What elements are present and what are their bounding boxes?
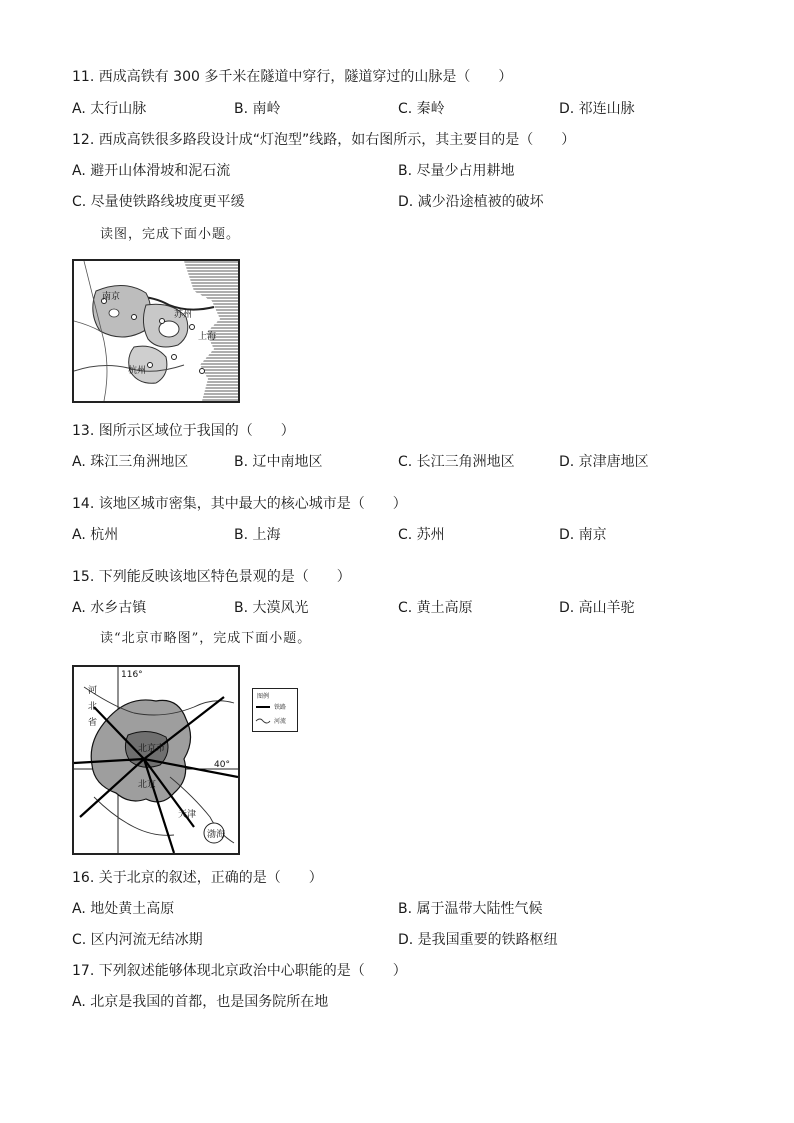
q14-option-c[interactable]: C. 苏州: [398, 527, 445, 543]
q13-option-d[interactable]: D. 京津唐地区: [559, 454, 649, 470]
q11-option-c[interactable]: C. 秦岭: [398, 101, 445, 117]
legend-river-symbol: [256, 719, 270, 723]
label-hebei-1: 河: [88, 686, 98, 696]
label-tianjin: 天津: [178, 810, 197, 820]
q15-option-a[interactable]: A. 水乡古镇: [72, 600, 147, 616]
q17-option-a[interactable]: A. 北京是我国的首都，也是国务院所在地: [72, 994, 329, 1010]
q11-option-d[interactable]: D. 祁连山脉: [559, 101, 635, 117]
q15-option-b[interactable]: B. 大漠风光: [234, 600, 309, 616]
question-14-stem: 14. 该地区城市密集，其中最大的核心城市是（ ）: [72, 496, 407, 512]
q12-option-c[interactable]: C. 尽量使铁路线坡度更平缓: [72, 194, 245, 210]
q12-option-d[interactable]: D. 减少沿途植被的破坏: [398, 194, 544, 210]
q12-option-a[interactable]: A. 避开山体滑坡和泥石流: [72, 163, 231, 179]
q16-option-b[interactable]: B. 属于温带大陆性气候: [398, 901, 543, 917]
beijing-sketch-map: [72, 665, 240, 855]
question-12-stem: 12. 西成高铁很多路段设计成“灯泡型”线路，如右图所示，其主要目的是（ ）: [72, 132, 576, 148]
legend-title: 图例: [257, 693, 270, 700]
question-13-stem: 13. 图所示区域位于我国的（ ）: [72, 423, 295, 439]
q14-option-a[interactable]: A. 杭州: [72, 527, 119, 543]
question-17-stem: 17. 下列叙述能够体现北京政治中心职能的是（ ）: [72, 963, 407, 979]
label-nanjing: 南京: [102, 292, 121, 302]
q16-option-d[interactable]: D. 是我国重要的铁路枢纽: [398, 932, 558, 948]
label-hangzhou: 杭州: [128, 366, 147, 376]
q13-option-a[interactable]: A. 珠江三角洲地区: [72, 454, 189, 470]
label-beijing: 北京: [138, 780, 157, 790]
question-16-stem: 16. 关于北京的叙述，正确的是（ ）: [72, 870, 323, 886]
q11-option-b[interactable]: B. 南岭: [234, 101, 281, 117]
label-hebei-3: 省: [88, 718, 98, 728]
reading-note-2: 读“北京市略图”，完成下面小题。: [100, 631, 312, 646]
question-15-stem: 15. 下列能反映该地区特色景观的是（ ）: [72, 569, 351, 585]
q14-option-b[interactable]: B. 上海: [234, 527, 281, 543]
q16-option-c[interactable]: C. 区内河流无结冰期: [72, 932, 203, 948]
q13-option-b[interactable]: B. 辽中南地区: [234, 454, 323, 470]
label-beijing-municipality: 北京市: [138, 744, 166, 754]
q14-option-d[interactable]: D. 南京: [559, 527, 607, 543]
longitude-label: 116°: [121, 670, 143, 680]
q15-option-d[interactable]: D. 高山羊驼: [559, 600, 635, 616]
q13-option-c[interactable]: C. 长江三角洲地区: [398, 454, 515, 470]
reading-note-1: 读图，完成下面小题。: [100, 227, 241, 242]
legend-river: 河流: [274, 718, 287, 725]
label-bohai: 渤海: [207, 830, 226, 840]
label-shanghai: 上海: [198, 332, 217, 342]
latitude-label: 40°: [214, 760, 230, 770]
q11-option-a[interactable]: A. 太行山脉: [72, 101, 147, 117]
yangtze-delta-map: [72, 259, 240, 403]
label-suzhou: 苏州: [174, 310, 193, 320]
legend-railway: 铁路: [274, 704, 287, 711]
map-legend: [252, 688, 298, 732]
q15-option-c[interactable]: C. 黄土高原: [398, 600, 473, 616]
label-hebei-2: 北: [88, 702, 98, 712]
q16-option-a[interactable]: A. 地处黄土高原: [72, 901, 175, 917]
q12-option-b[interactable]: B. 尽量少占用耕地: [398, 163, 515, 179]
question-11-stem: 11. 西成高铁有 300 多千米在隧道中穿行，隧道穿过的山脉是（ ）: [72, 69, 513, 85]
